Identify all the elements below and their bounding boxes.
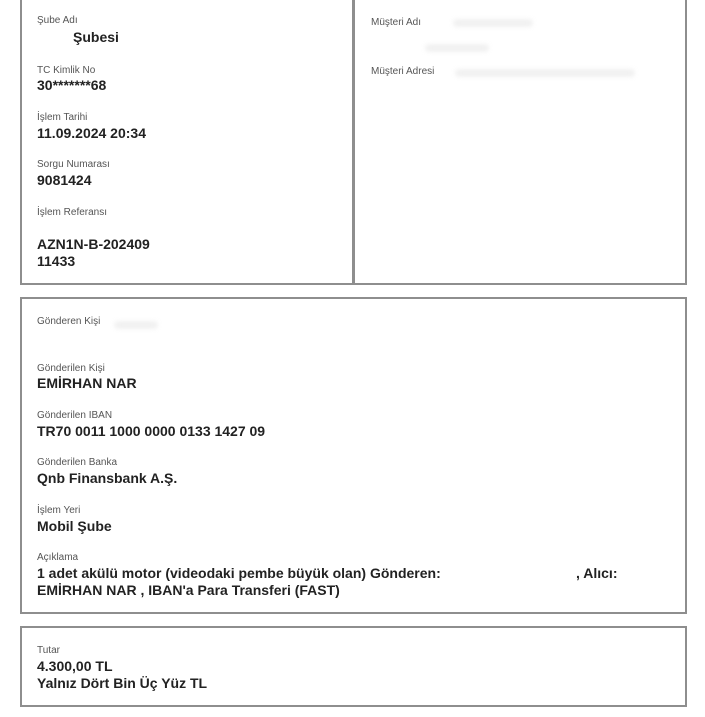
description-label: Açıklama bbox=[37, 552, 79, 563]
amount-label: Tutar bbox=[37, 645, 60, 656]
description-line2: EMİRHAN NAR , IBAN'a Para Transferi (FAST) bbox=[37, 582, 340, 598]
tc-no-label: TC Kimlik No bbox=[37, 65, 96, 76]
recipient-value: EMİRHAN NAR bbox=[37, 375, 137, 391]
amount-panel bbox=[20, 626, 687, 707]
iban-value: TR70 0011 1000 0000 0133 1427 09 bbox=[37, 423, 266, 439]
description-line1-b: , Alıcı: bbox=[576, 565, 618, 581]
reference-label: İşlem Referansı bbox=[37, 207, 108, 218]
query-no-label: Sorgu Numarası bbox=[37, 159, 110, 170]
reference-value-line2: 11433 bbox=[37, 253, 76, 269]
branch-value: Şubesi bbox=[73, 29, 119, 45]
date-value: 11.09.2024 20:34 bbox=[37, 125, 146, 141]
recipient-label: Gönderilen Kişi bbox=[37, 363, 105, 374]
reference-value-line1: AZN1N-B-202409 bbox=[37, 236, 150, 252]
bank-label: Gönderilen Banka bbox=[37, 457, 118, 468]
redacted-sender bbox=[114, 321, 158, 329]
channel-label: İşlem Yeri bbox=[37, 505, 81, 516]
customer-address-label: Müşteri Adresi bbox=[371, 66, 435, 77]
redacted-customer-detail bbox=[425, 44, 489, 52]
tc-no-value: 30*******68 bbox=[37, 77, 107, 93]
branch-info-panel bbox=[20, 0, 354, 285]
date-label: İşlem Tarihi bbox=[37, 112, 88, 123]
iban-label: Gönderilen IBAN bbox=[37, 410, 113, 421]
redacted-customer-address bbox=[455, 69, 635, 77]
branch-label: Şube Adı bbox=[37, 15, 78, 26]
sender-label: Gönderen Kişi bbox=[37, 316, 101, 327]
query-no-value: 9081424 bbox=[37, 172, 92, 188]
amount-value: 4.300,00 TL bbox=[37, 658, 113, 674]
channel-value: Mobil Şube bbox=[37, 518, 112, 534]
bank-value: Qnb Finansbank A.Ş. bbox=[37, 470, 178, 486]
redacted-customer-name bbox=[453, 19, 533, 27]
description-line1-a: 1 adet akülü motor (videodaki pembe büyük olan) Gönderen: bbox=[37, 565, 441, 581]
transfer-details-panel bbox=[20, 297, 687, 614]
customer-name-label: Müşteri Adı bbox=[371, 17, 422, 28]
amount-in-words: Yalnız Dört Bin Üç Yüz TL bbox=[37, 675, 208, 691]
customer-info-panel bbox=[353, 0, 687, 285]
